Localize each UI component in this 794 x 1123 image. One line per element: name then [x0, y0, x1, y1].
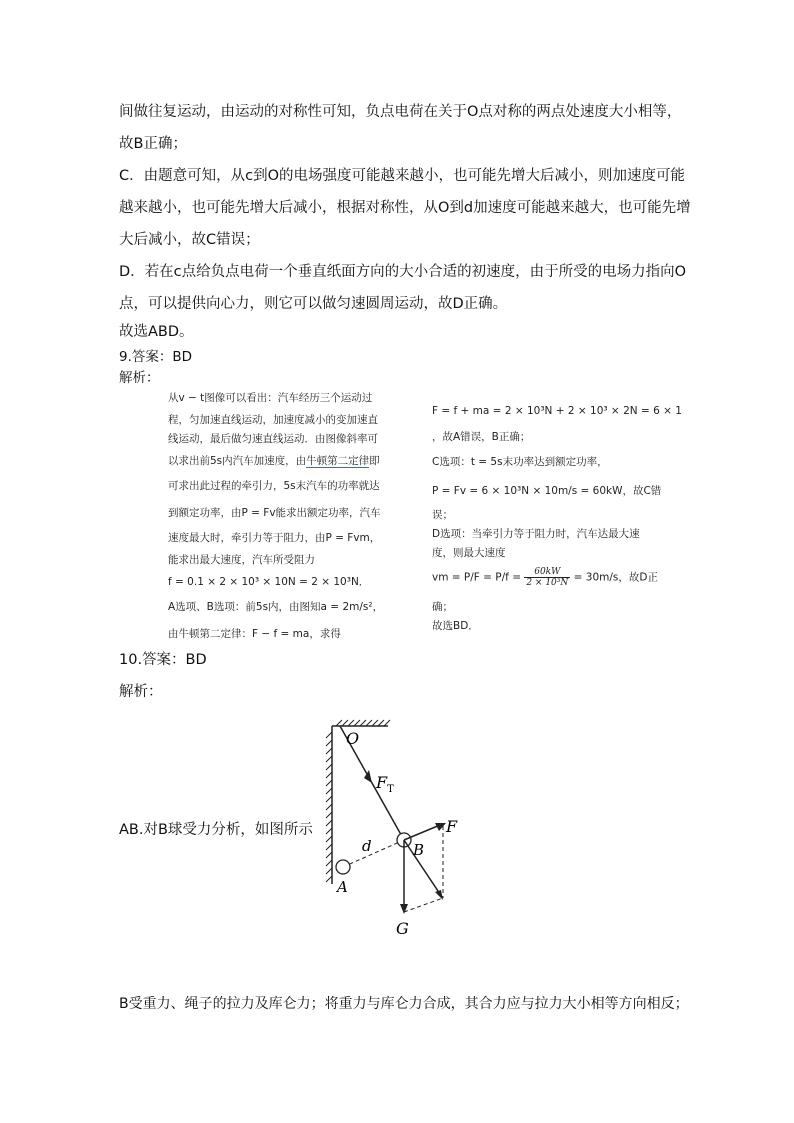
- label-o: O: [346, 729, 360, 748]
- q10-ab-text: AB.对B球受力分析，如图所示: [119, 822, 313, 838]
- label-g: G: [396, 919, 409, 938]
- q9-right-r3: C选项：t = 5s末功率达到额定功率，: [432, 456, 608, 468]
- q9-left-r8: 能求出最大速度，汽车所受阻力: [168, 554, 315, 566]
- q9-right-r8a: vm = P/F = P/f =: [432, 571, 521, 584]
- wall-hatch: [326, 732, 332, 882]
- q9-right-r7: 度，则最大速度: [432, 547, 506, 559]
- q9-left-r3: 线运动，最后做匀速直线运动．由图像斜率可: [168, 433, 378, 445]
- q9-analysis-label: 解析：: [119, 370, 160, 386]
- q10-bottom-text: B受重力、绳子的拉力及库仑力；将重力与库仑力合成，其合力应与拉力大小相等方向相反；: [119, 996, 689, 1012]
- q9-right-r8: [432, 567, 658, 588]
- q9-answer: 9.答案：BD: [119, 349, 193, 365]
- q9-fraction-den: 2 × 10³N: [526, 578, 569, 588]
- q9-right-r2: ，故A错误，B正确；: [432, 431, 531, 443]
- option-d-line-2: 点，可以提供向心力，则它可以做匀速圆周运动，故D正确。: [119, 296, 508, 312]
- q9-left-r2: 程，匀加速直线运动，加速度减小的变加速直: [168, 414, 378, 426]
- label-a: A: [337, 878, 348, 896]
- option-c-line-1: C．由题意可知，从c到O的电场强度可能越来越小，也可能先增大后减小，则加速度可能: [119, 168, 686, 184]
- q9-right-r4: P = Fv = 6 × 10³N × 10m/s = 60kW，故C错: [432, 485, 662, 497]
- q9-right-r8b: = 30m/s，故D正: [573, 571, 658, 584]
- option-d-line-1: D．若在c点给负点电荷一个垂直纸面方向的大小合适的初速度，由于所受的电场力指向O: [119, 264, 687, 280]
- q9-right-r10: 故选BD．: [432, 620, 479, 632]
- q9-fraction: [524, 567, 570, 588]
- resultant-arrowhead: [435, 890, 443, 900]
- paragraph-line-2: 故B正确；: [119, 136, 187, 152]
- ball-a: [336, 860, 350, 874]
- ceiling-hatch: [336, 720, 390, 726]
- distance-line: [343, 840, 404, 867]
- label-f: F: [446, 817, 458, 836]
- q10-answer: 10.答案：BD: [119, 652, 207, 668]
- q9-left-r7: 速度最大时，牵引力等于阻力，由P = Fvm，: [168, 532, 381, 544]
- q9-right-r1: F = f + ma = 2 × 10³N + 2 × 10³ × 2N = 6 × 1: [432, 405, 682, 417]
- force-diagram: [318, 712, 478, 942]
- force-f-arrow: [404, 825, 440, 840]
- choice-abd: 故选ABD。: [119, 324, 194, 340]
- q9-right-r9: 确；: [432, 601, 453, 613]
- option-c-line-2: 越来越小，也可能先增大后减小，根据对称性，从O到d加速度可能越来越大，也可能先增: [119, 200, 691, 216]
- option-c-line-3: 大后减小，故C错误；: [119, 232, 260, 248]
- q9-left-r9: f = 0.1 × 2 × 10³ × 10N = 2 × 10³N．: [168, 576, 370, 588]
- gravity-arrowhead: [400, 904, 408, 914]
- paragraph-line-1: 间做往复运动，由运动的对称性可知，负点电荷在关于O点对称的两点处速度大小相等，: [119, 104, 682, 120]
- label-b: B: [413, 841, 425, 859]
- q9-left-r5: 可求出此过程的牵引力，5s末汽车的功率就达: [168, 480, 380, 492]
- label-d: d: [362, 837, 372, 855]
- q9-right-r5: 误；: [432, 509, 453, 521]
- newton-second-law-link[interactable]: 牛顿第二定律: [306, 455, 370, 467]
- label-ft: $F_T$: [376, 773, 394, 795]
- q9-left-r10: A选项、B选项：前5s内，由图知a = 2m/s²，: [168, 601, 384, 613]
- q9-left-r11: 由牛顿第二定律：F − f = ma，求得: [168, 628, 341, 640]
- q9-left-r4a: 以求出前5s内汽车加速度，由: [168, 455, 307, 467]
- q10-analysis-label: 解析：: [119, 684, 163, 700]
- q9-left-r1: 从v − t图像可以看出：汽车经历三个运动过: [168, 392, 373, 404]
- parallelogram-bottom: [404, 898, 443, 912]
- q9-fraction-num: 60kW: [524, 567, 570, 578]
- q9-left-r4c: 即: [369, 455, 380, 467]
- q9-right-r6: D选项：当牵引力等于阻力时，汽车达最大速: [432, 528, 640, 540]
- q9-left-r6: 到额定功率，由P = Fv能求出额定功率，汽车: [168, 507, 381, 519]
- q9-left-r4: [168, 454, 380, 468]
